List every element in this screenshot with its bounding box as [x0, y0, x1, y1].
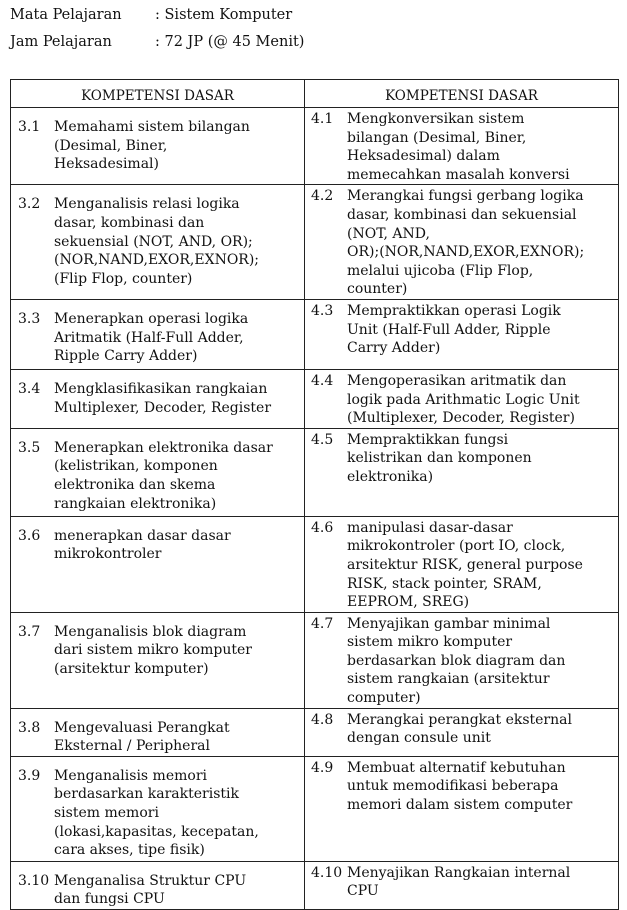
competency-text-line: Eksternal / Peripheral	[54, 738, 210, 755]
right-competency-cell	[305, 185, 619, 300]
competency-text-line: Mempraktikkan operasi Logik	[347, 302, 561, 319]
subject-line	[10, 6, 292, 24]
right-competency-cell	[305, 516, 619, 612]
competency-number: 3.1	[18, 119, 41, 135]
competency-text-line: Mengklasifikasikan rangkaian	[54, 380, 268, 397]
competency-text-line: dan fungsi CPU	[54, 891, 165, 908]
competency-text-line: sekuensial (NOT, AND, OR);	[54, 233, 253, 250]
competency-text-line: Carry Adder)	[347, 340, 441, 357]
left-competency-cell	[11, 612, 305, 708]
competency-number: 3.8	[18, 719, 41, 736]
competency-text-line: (Multiplexer, Decoder, Register)	[347, 410, 575, 427]
competency-text-line: berdasarkan karakteristik	[54, 786, 239, 803]
competency-text-line: (arsitektur komputer)	[54, 660, 209, 677]
competency-text-line: EEPROM, SREG)	[347, 594, 470, 611]
competency-text-line: (kelistrikan, komponen	[54, 458, 218, 475]
competency-number: 3.3	[18, 310, 41, 327]
right-competency-cell	[305, 108, 619, 185]
table-header-row	[11, 80, 619, 108]
competency-text-line: Heksadesimal) dalam	[347, 148, 500, 165]
competency-text	[54, 380, 300, 417]
competency-text-line: RISK, stack pointer, SRAM,	[347, 575, 542, 592]
competency-text-line: Unit (Half-Full Adder, Ripple	[347, 321, 551, 338]
hours-line	[10, 33, 304, 51]
right-competency-cell	[305, 861, 619, 909]
competency-table	[10, 79, 619, 910]
competency-text-line: memori dalam sistem computer	[347, 797, 573, 814]
competency-text-line: CPU	[347, 883, 379, 900]
right-competency-cell	[305, 428, 619, 516]
competency-number: 4.9	[311, 759, 334, 776]
subject-label: Mata Pelajaran	[10, 7, 122, 23]
competency-number: 4.6	[311, 519, 334, 536]
competency-text	[54, 195, 300, 288]
left-competency-cell	[11, 861, 305, 909]
left-competency-cell	[11, 108, 305, 185]
left-competency-cell	[11, 369, 305, 428]
competency-text-line: dasar, kombinasi dan sekuensial	[347, 206, 577, 223]
competency-text	[347, 187, 614, 299]
competency-text-line: arsitektur RISK, general purpose	[347, 556, 583, 573]
competency-text-line: elektronika)	[347, 468, 434, 485]
competency-text-line: Merangkai perangkat eksternal	[347, 711, 572, 728]
competency-number: 4.2	[311, 188, 334, 205]
competency-text-line: Aritmatik (Half-Full Adder,	[54, 329, 244, 346]
right-competency-cell	[305, 299, 619, 369]
table-row	[11, 299, 619, 369]
competency-text-line: rangkaian elektronika)	[54, 495, 217, 512]
competency-text-line: Mempraktikkan fungsi	[347, 431, 509, 448]
subject-value: : Sistem Komputer	[155, 7, 293, 23]
competency-text-line: mikrokontroler	[54, 546, 162, 563]
left-competency-cell	[11, 756, 305, 861]
competency-text-line: (Desimal, Biner,	[54, 137, 168, 154]
competency-text	[347, 864, 614, 901]
table-row	[11, 369, 619, 428]
competency-text	[347, 431, 614, 487]
competency-text	[54, 439, 300, 513]
competency-text-line: cara akses, tipe fisik)	[54, 842, 205, 859]
competency-text	[54, 310, 300, 366]
competency-number: 4.5	[311, 431, 334, 448]
competency-text-line: manipulasi dasar-dasar	[347, 519, 513, 536]
competency-text	[347, 615, 614, 708]
competency-text-line: Ripple Carry Adder)	[54, 348, 198, 365]
table-row	[11, 108, 619, 185]
left-competency-cell	[11, 708, 305, 756]
competency-text-line: berdasarkan blok diagram dan	[347, 652, 566, 669]
competency-text-line: untuk memodifikasi beberapa	[347, 778, 559, 795]
hours-label: Jam Pelajaran	[10, 34, 112, 50]
competency-text-line: Menganalisis blok diagram	[54, 623, 247, 640]
competency-text-line: sistem rangkaian (arsitektur	[347, 671, 550, 688]
competency-text	[54, 767, 300, 860]
competency-text-line: Menerapkan elektronika dasar	[54, 439, 273, 456]
right-competency-cell	[305, 369, 619, 428]
competency-text-line: elektronika dan skema	[54, 476, 216, 493]
competency-text	[347, 372, 614, 428]
competency-text-line: mikrokontroler (port IO, clock,	[347, 538, 566, 555]
competency-number: 3.5	[18, 439, 41, 456]
competency-text-line: Menyajikan gambar minimal	[347, 615, 551, 632]
left-competency-cell	[11, 516, 305, 612]
competency-text-line: memecahkan masalah konversi	[347, 166, 570, 183]
competency-number: 4.10	[311, 864, 343, 881]
competency-text	[54, 118, 300, 174]
competency-text-line: Heksadesimal)	[54, 156, 159, 173]
competency-text-line: Menganalisis relasi logika	[54, 196, 240, 213]
table-row	[11, 708, 619, 756]
competency-text	[347, 759, 614, 815]
competency-text-line: sistem mikro komputer	[347, 634, 513, 651]
table-row	[11, 516, 619, 612]
competency-number: 4.3	[311, 302, 334, 319]
competency-text-line: melalui ujicoba (Flip Flop,	[347, 262, 534, 279]
competency-number: 3.6	[18, 527, 41, 544]
right-competency-cell	[305, 708, 619, 756]
competency-text-line: dengan consule unit	[347, 730, 491, 747]
competency-number: 3.4	[18, 380, 41, 397]
table-row	[11, 756, 619, 861]
competency-text-line: kelistrikan dan komponen	[347, 450, 532, 467]
competency-text	[347, 711, 614, 748]
table-row	[11, 612, 619, 708]
competency-text-line: Merangkai fungsi gerbang logika	[347, 188, 584, 205]
competency-number: 3.7	[18, 623, 41, 640]
competency-text-line: (NOT, AND,	[347, 225, 430, 242]
table-row	[11, 861, 619, 909]
competency-text-line: Menganalisa Struktur CPU	[54, 872, 247, 889]
competency-text	[347, 519, 614, 612]
competency-text-line: OR);(NOR,NAND,EXOR,EXNOR);	[347, 244, 585, 261]
column-header-left: KOMPETENSI DASAR	[11, 80, 305, 108]
competency-text-line: (lokasi,kapasitas, kecepatan,	[54, 823, 259, 840]
competency-text-line: Memahami sistem bilangan	[54, 119, 250, 135]
competency-text	[347, 302, 614, 358]
competency-text-line: menerapkan dasar dasar	[54, 527, 231, 544]
competency-text-line: logik pada Arithmatic Logic Unit	[347, 391, 580, 408]
competency-text-line: Menganalisis memori	[54, 767, 207, 784]
competency-text	[54, 719, 300, 756]
competency-text-line: computer)	[347, 690, 421, 707]
competency-number: 4.8	[311, 711, 334, 728]
hours-value: : 72 JP (@ 45 Menit)	[155, 34, 305, 50]
competency-text-line: Menerapkan operasi logika	[54, 310, 249, 327]
competency-text-line: bilangan (Desimal, Biner,	[347, 129, 527, 146]
left-competency-cell	[11, 299, 305, 369]
table-row	[11, 428, 619, 516]
competency-text-line: counter)	[347, 281, 408, 298]
competency-text-line: Menyajikan Rangkaian internal	[347, 864, 571, 881]
competency-text-line: Mengkonversikan sistem	[347, 111, 525, 127]
table-row	[11, 185, 619, 300]
competency-text-line: dari sistem mikro komputer	[54, 642, 252, 659]
competency-text-line: (NOR,NAND,EXOR,EXNOR);	[54, 252, 260, 269]
competency-text	[54, 872, 300, 909]
competency-text	[54, 623, 300, 679]
competency-text-line: (Flip Flop, counter)	[54, 270, 193, 287]
competency-text	[347, 110, 614, 184]
competency-number: 4.7	[311, 615, 334, 632]
competency-text-line: Mengoperasikan aritmatik dan	[347, 372, 567, 389]
column-header-right: KOMPETENSI DASAR	[305, 80, 619, 108]
competency-text-line: Mengevaluasi Perangkat	[54, 719, 230, 736]
competency-number: 4.1	[311, 111, 334, 127]
competency-number: 3.2	[18, 196, 41, 213]
competency-number: 4.4	[311, 372, 334, 389]
right-competency-cell	[305, 612, 619, 708]
right-competency-cell	[305, 756, 619, 861]
competency-text-line: Multiplexer, Decoder, Register	[54, 399, 272, 416]
competency-text	[54, 527, 300, 564]
competency-text-line: dasar, kombinasi dan	[54, 214, 205, 231]
competency-number: 3.9	[18, 767, 41, 784]
left-competency-cell	[11, 185, 305, 300]
competency-text-line: Membuat alternatif kebutuhan	[347, 759, 566, 776]
competency-text-line: sistem memori	[54, 805, 159, 822]
left-competency-cell	[11, 428, 305, 516]
competency-number: 3.10	[18, 872, 50, 889]
